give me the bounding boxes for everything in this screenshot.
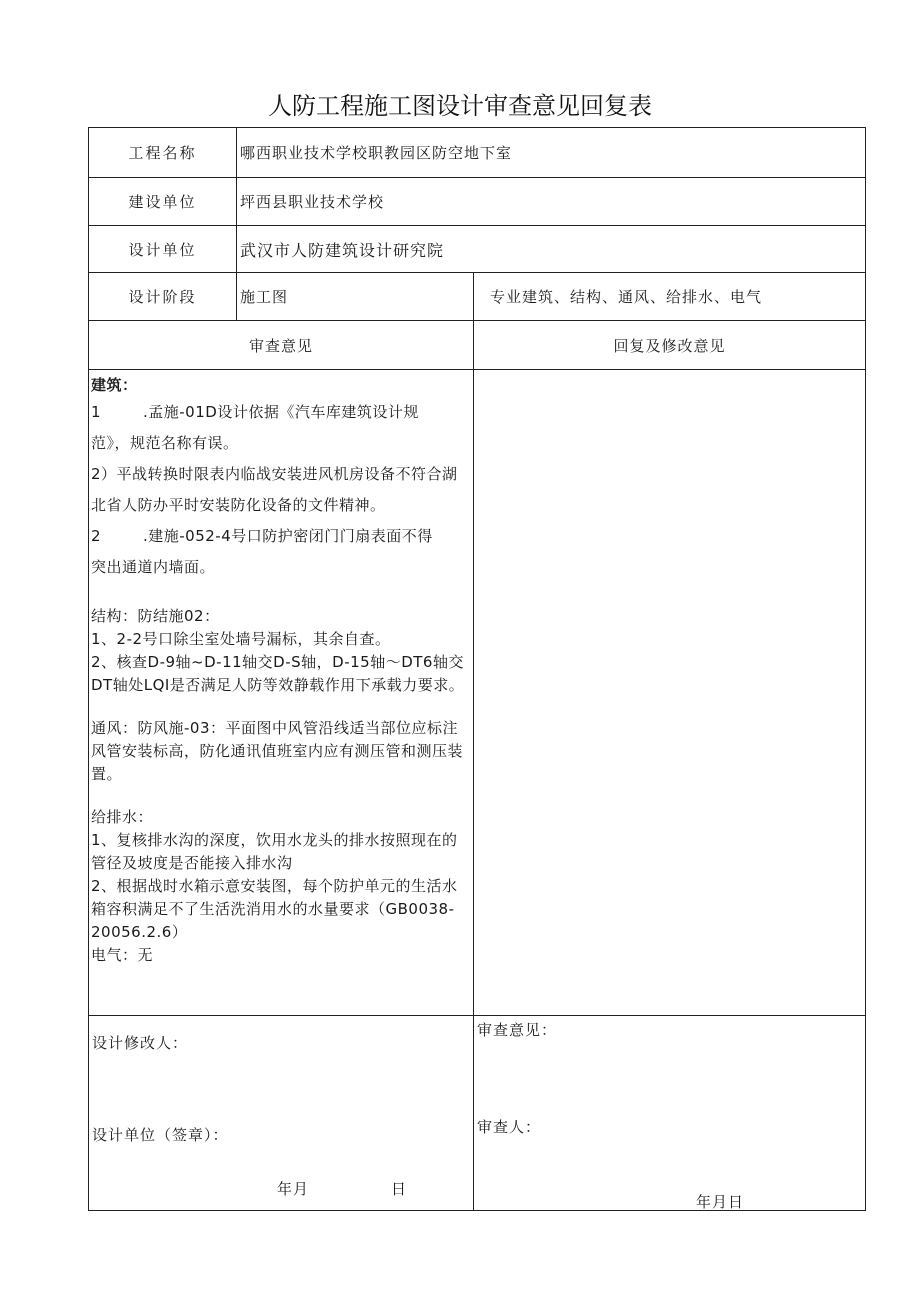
row-review-content (89, 370, 866, 1016)
arch-item-1 (91, 397, 471, 428)
arch-item-3-text: .建施-052-4号口防护密闭门门扇表面不得 (143, 527, 433, 545)
plumb-item-1: 1、复核排水沟的深度，饮用水龙头的排水按照现在的管径及坡度是否能接入排水沟 (91, 831, 458, 872)
row-builder (89, 178, 866, 226)
stage-label: 设计阶段 (89, 273, 237, 321)
builder-value: 坪西县职业技术学校 (237, 178, 866, 226)
form-title: 人防工程施工图设计审查意见回复表 (268, 92, 652, 120)
struct-title: 结构：防结施02： (91, 607, 220, 625)
stage-value: 施工图 (237, 273, 474, 321)
arch-title: 建筑： (91, 376, 138, 394)
row-designer (89, 226, 866, 273)
row-signature (89, 1016, 866, 1211)
row-stage (89, 273, 866, 321)
review-header: 审查意见 (89, 321, 474, 370)
plumb-title: 给排水： (91, 808, 154, 826)
design-modifier-label: 设计修改人： (92, 1034, 189, 1052)
design-signature-area (89, 1016, 474, 1211)
elec-item: 电气：无 (91, 946, 154, 964)
arch-item-3-cont: 突出通道内墙面。 (91, 558, 216, 576)
review-reply-table (88, 127, 866, 1211)
design-date-year-month: 年月 (277, 1180, 310, 1198)
vent-item: 通风：防风施-03：平面图中风管沿线适当部位应标注风管安装标高，防化通讯值班室内应有测压管和测压装置。 (91, 719, 464, 783)
specialty-value: 专业建筑、结构、通风、给排水、电气 (474, 273, 866, 321)
reviewer-label: 审查人： (477, 1118, 542, 1136)
row-headers (89, 321, 866, 370)
designer-label: 设计单位 (89, 226, 237, 273)
review-date: 年月日 (696, 1193, 745, 1211)
arch-item-1-cont: 范》，规范名称有误。 (91, 434, 239, 452)
arch-item-1-text: .孟施-01D设计依据《汽车库建筑设计规 (143, 403, 419, 421)
review-signature-area (474, 1016, 866, 1211)
review-opinion-label: 审查意见： (477, 1021, 558, 1039)
design-unit-stamp-label: 设计单位（签章）： (92, 1126, 229, 1144)
arch-item-3-num: 2 (91, 527, 102, 545)
arch-item-1-num: 1 (91, 403, 102, 421)
project-name-value: 哪西职业技术学校职教园区防空地下室 (237, 128, 866, 178)
reply-content[interactable] (474, 370, 866, 1016)
project-name-label: 工程名称 (89, 128, 237, 178)
struct-item-1: 1、2-2号口除尘室处墙号漏标，其余自查。 (91, 630, 391, 648)
row-project-name (89, 128, 866, 178)
designer-value: 武汉市人防建筑设计研究院 (237, 226, 866, 273)
review-content (89, 370, 474, 1016)
reply-header: 回复及修改意见 (474, 321, 866, 370)
arch-item-3 (91, 521, 471, 552)
builder-label: 建设单位 (89, 178, 237, 226)
arch-item-2: 2）平战转换时限表内临战安装进风机房设备不符合湖北省人防办平时安装防化设备的文件精神。 (91, 465, 458, 514)
plumb-item-2: 2、根据战时水箱示意安装图，每个防护单元的生活水箱容积满足不了生活洗消用水的水量要求（GB0038-20056.2.6） (91, 877, 458, 941)
struct-item-2: 2、核查D-9轴~D-11轴交D-S轴，D-15轴～DT6轴交DT轴处LQI是否满足人防等效静载作用下承载力要求。 (91, 653, 465, 694)
design-date-day: 日 (391, 1180, 408, 1198)
